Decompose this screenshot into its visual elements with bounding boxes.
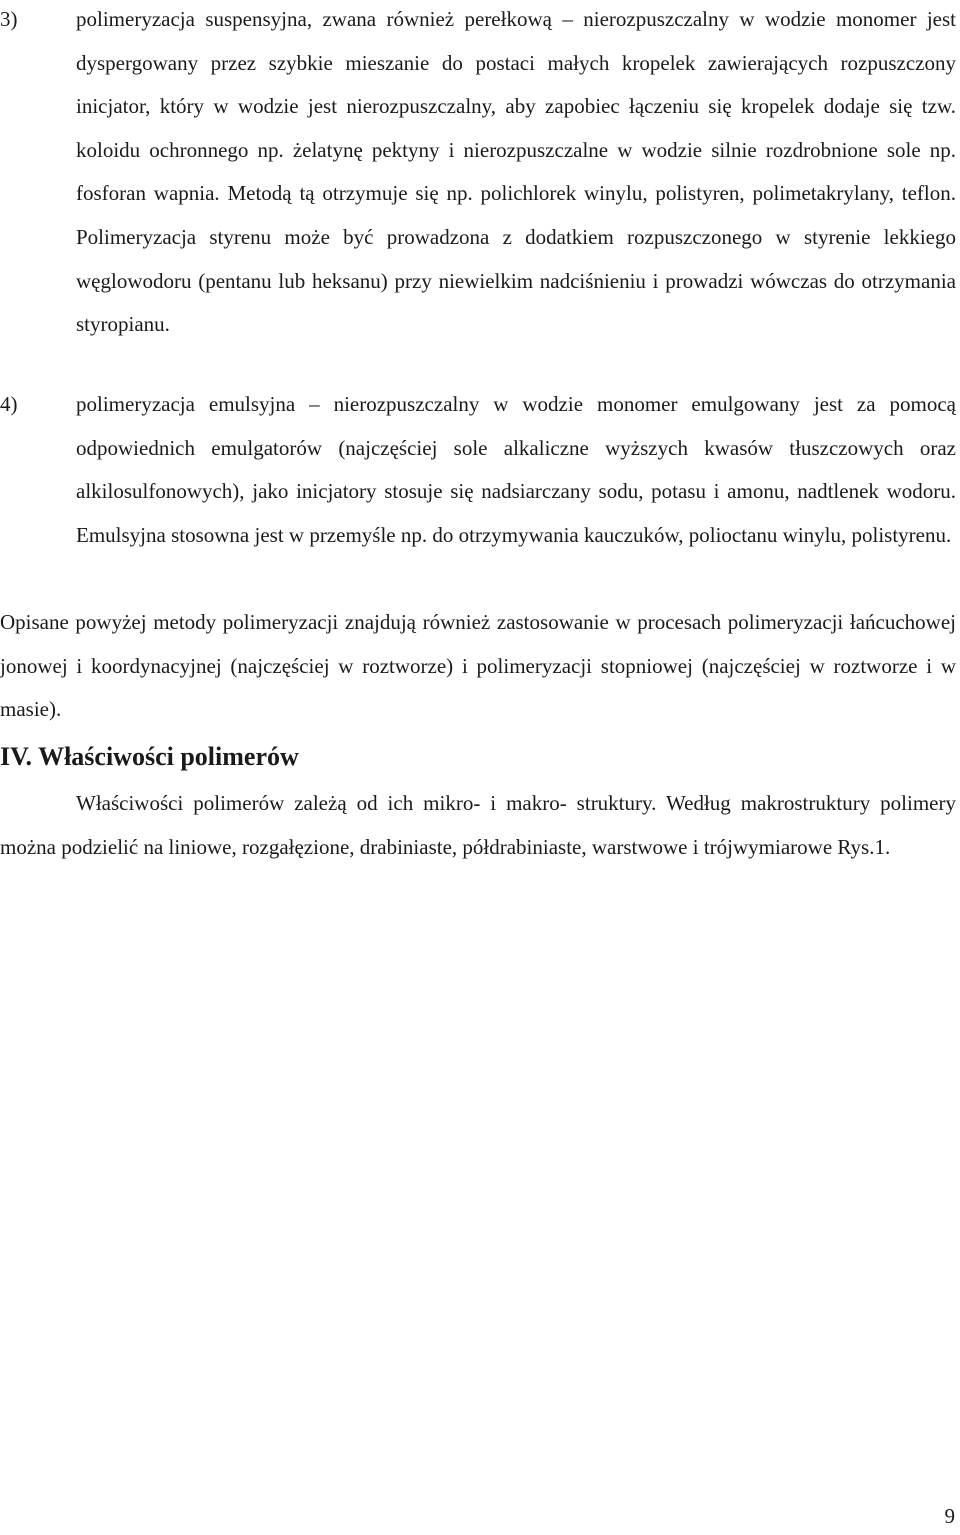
list-item-number: 3) [0, 7, 18, 31]
list-item-number: 4) [0, 392, 18, 416]
list-item-text: polimeryzacja suspensyjna, zwana również perełkową – nierozpuszczalny w wodzie monomer jest dyspergowany przez szybkie mieszanie do postaci małych kropelek zawierających rozpuszczony inicjator, który w wodzie jest nierozpuszczalny, aby zapobiec łączeniu się kropelek dodaje się tzw. koloidu ochronnego np. żelatynę pektyny i nierozpuszczalne w wodzie silnie rozdrobnione sole np. fosforan wapnia. Metodą tą otrzymuje się np. polichlorek winylu, polistyren, polimetakrylany, teflon. Polimeryzacja styrenu może być prowadzona z dodatkiem rozpuszczonego w styrenie lekkiego węglowodoru (pentanu lub heksanu) przy niewielkim nadciśnieniu i prowadzi wówczas do otrzymania styropianu. [76, 7, 956, 337]
summary-paragraph: Opisane powyżej metody polimeryzacji znajdują również zastosowanie w procesach polimeryzacji łańcuchowej jonowej i koordynacyjnej (najczęściej w roztworze) i polimeryzacji stopniowej (najczęściej w roztworze i w masie). [0, 610, 956, 722]
page-number: 9 [944, 1504, 955, 1528]
section-paragraph: Właściwości polimerów zależą od ich mikro- i makro- struktury. Według makrostruktury polimery można podzielić na liniowe, rozgałęzione, drabiniaste, półdrabiniaste, warstwowe i trójwymiarowe Rys.1. [0, 791, 956, 859]
section-heading: IV. Właściwości polimerów [0, 742, 299, 771]
list-item-text: polimeryzacja emulsyjna – nierozpuszczalny w wodzie monomer emulgowany jest za pomocą odpowiednich emulgatorów (najczęściej sole alkaliczne wyższych kwasów tłuszczowych oraz alkilosulfonowych), jako inicjatory stosuje się nadsiarczany sodu, potasu i amonu, nadtlenek wodoru. Emulsyjna stosowna jest w przemyśle np. do otrzymywania kauczuków, polioctanu winylu, polistyrenu. [76, 392, 956, 547]
